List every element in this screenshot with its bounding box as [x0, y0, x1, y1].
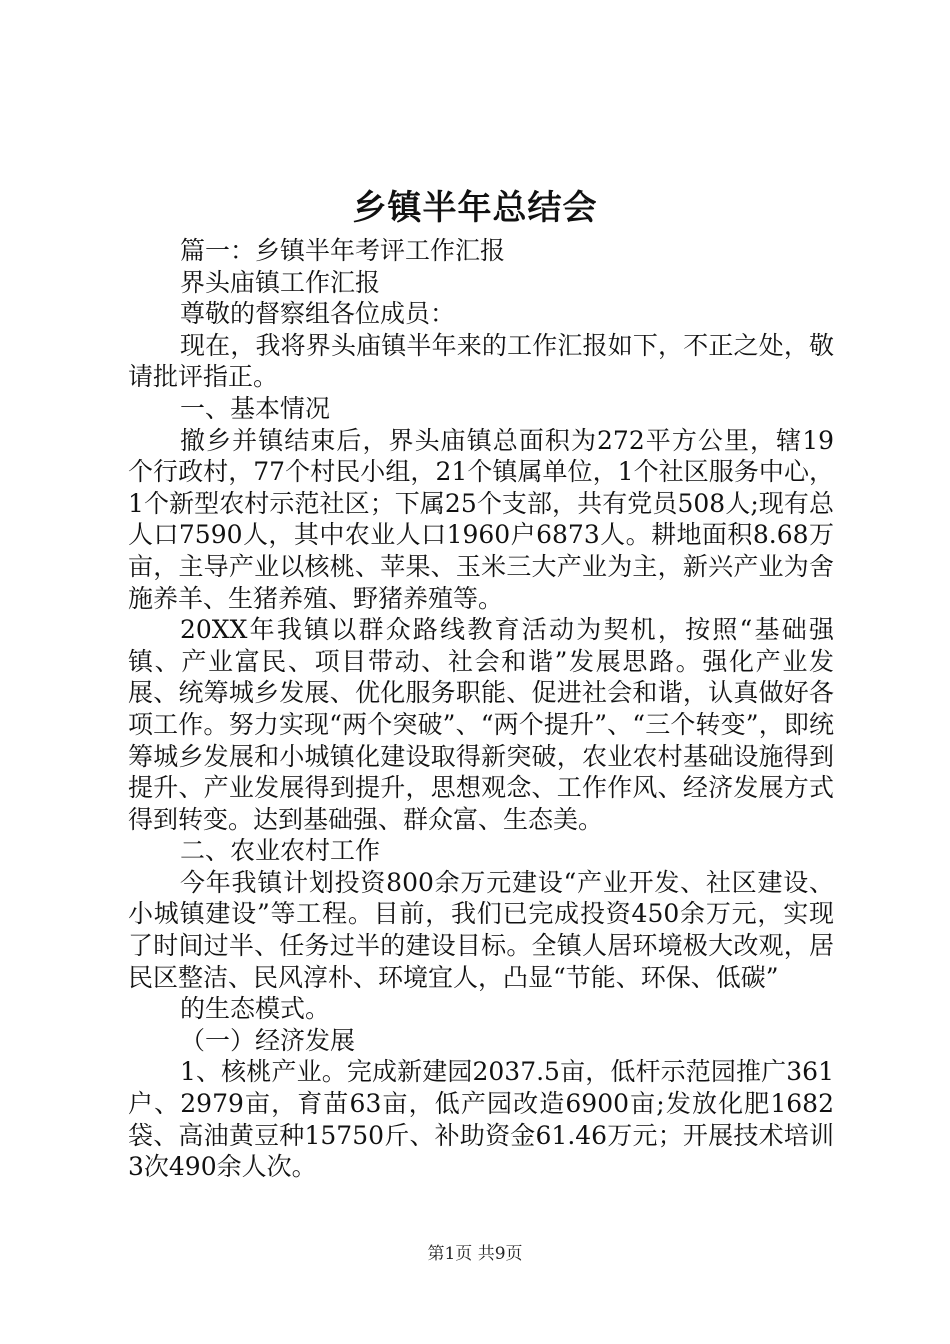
- paragraph-heading-economy: （一）经济发展: [180, 1025, 356, 1055]
- paragraph-salutation: 尊敬的督察组各位成员：: [180, 299, 456, 329]
- paragraph-basic-situation: 撤乡并镇结束后，界头庙镇总面积为272平方公里，辖19个行政村，77个村民小组，21个镇属单位，1个社区服务中心，1个新型农村示范社区；下属25个支部，共有党员508人;现有总人口7590人，其中农业人口1960户6873人。耕地面积8.68万亩，主导产业以核桃、苹果、玉米三大产业为主，新兴产业为舍施养羊、生猪养殖、野猪养殖等。: [128, 425, 834, 613]
- paragraph-heading-agriculture: 二、农业农村工作: [180, 836, 381, 866]
- paragraph-investment: 今年我镇计划投资800余万元建设“产业开发、社区建设、小城镇建设”等工程。目前，我们已完成投资450余万元，实现了时间过半、任务过半的建设目标。全镇人居环境极大改观，居民区整洁、民风淳朴、环境宜人，凸显“节能、环保、低碳”: [128, 867, 834, 992]
- paragraph-heading-basic-situation: 一、基本情况: [180, 393, 331, 423]
- page-number-footer: 第1页 共9页: [427, 1244, 523, 1264]
- paragraph-intro: 现在，我将界头庙镇半年来的工作汇报如下，不正之处，敬请批评指正。: [128, 330, 834, 392]
- document-body: [128, 235, 834, 1183]
- paragraph-section-heading: 篇一：乡镇半年考评工作汇报: [180, 236, 506, 265]
- paragraph-walnut-industry: 1、核桃产业。完成新建园2037.5亩，低杆示范园推广361户、2979亩，育苗63亩，低产园改造6900亩;发放化肥1682袋、高油黄豆种15750斤、补助资金61.46万元；开展技术培训3次490余人次。: [128, 1057, 834, 1182]
- paragraph-report-title: 界头庙镇工作汇报: [180, 267, 381, 297]
- paragraph-development-approach: 20XX年我镇以群众路线教育活动为契机，按照“基础强镇、产业富民、项目带动、社会和谐”发展思路。强化产业发展、统筹城乡发展、优化服务职能、促进社会和谐，认真做好各项工作。努力实现“两个突破”、“两个提升”、“三个转变”，即统筹城乡发展和小城镇化建设取得新突破，农业农村基础设施得到提升、产业发展得到提升，思想观念、工作作风、经济发展方式得到转变。达到基础强、群众富、生态美。: [128, 615, 834, 834]
- paragraph-ecological-mode: 的生态模式。: [180, 994, 331, 1024]
- document-title: 乡镇半年总结会: [352, 188, 598, 228]
